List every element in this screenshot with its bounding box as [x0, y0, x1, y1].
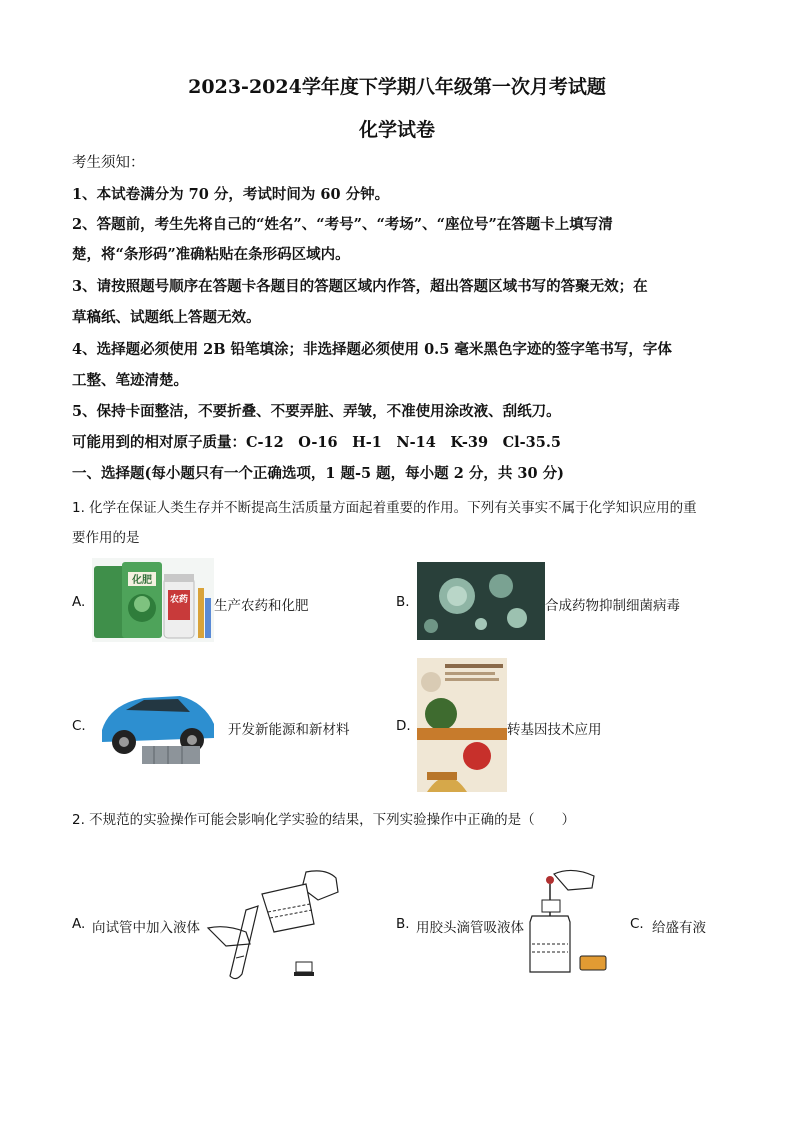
notice-rule: 楚，将“条形码”准确粘贴在条形码区域内。: [72, 246, 350, 263]
q1-option-c-letter: C.: [72, 718, 86, 734]
q1-stem-cont: 要作用的是: [72, 530, 140, 546]
q1-option-b-text: 合成药物抑制细菌病毒: [545, 598, 680, 614]
q1-option-a-letter: A.: [72, 594, 86, 610]
electric-car-image: [92, 680, 220, 772]
virus-bacteria-image: [417, 562, 545, 640]
pouring-liquid-illustration: [206, 866, 344, 984]
notice-rule: 5、保持卡面整洁，不要折叠、不要弄脏、弄皱，不准使用涂改液、刮纸刀。: [72, 403, 561, 420]
notice-rule: 草稿纸、试题纸上答题无效。: [72, 309, 261, 326]
q1-option-b-letter: B.: [396, 594, 410, 610]
notice-heading: 考生须知：: [72, 155, 145, 171]
fertilizer-label: 化肥: [132, 575, 152, 586]
q2-option-b-text: 用胶头滴管吸液体: [416, 920, 524, 936]
q1-option-d-letter: D.: [396, 718, 411, 734]
q1-option-c-text: 开发新能源和新材料: [228, 722, 350, 738]
notice-rule: 3、请按照题号顺序在答题卡各题目的答题区域内作答，超出答题区域书写的答聚无效；在: [72, 278, 648, 295]
notice-rule: 4、选择题必须使用 2B 铅笔填涂；非选择题必须使用 0.5 毫米黑色字迹的签字笔书写，字体: [72, 341, 672, 358]
atomic-mass-line: 可能用到的相对原子质量：C-12 O-16 H-1 N-14 K-39 Cl-35.5: [72, 434, 561, 451]
q2-option-b-letter: B.: [396, 916, 410, 932]
section-heading: 一、选择题(每小题只有一个正确选项，1 题-5 题，每小题 2 分，共 30 分): [72, 465, 564, 482]
exam-subtitle: 化学试卷: [358, 119, 435, 141]
transgenic-poster-image: [417, 658, 507, 792]
notice-rule: 1、本试卷满分为 70 分，考试时间为 60 分钟。: [72, 186, 390, 203]
q2-option-c-letter: C.: [630, 916, 644, 932]
q2-option-a-text: 向试管中加入液体: [92, 920, 200, 936]
q2-stem: 2. 不规范的实验操作可能会影响化学实验的结果，下列实验操作中正确的是（ ）: [72, 812, 576, 828]
dropper-bottle-illustration: [528, 866, 614, 978]
pesticide-label: 农药: [169, 595, 189, 605]
exam-title: 2023-2024学年度下学期八年级第一次月考试题: [188, 76, 606, 98]
q1-option-d-text: 转基因技术应用: [507, 722, 602, 738]
notice-rule: 2、答题前，考生先将自己的“姓名”、“考号”、“考场”、“座位号”在答题卡上填写清: [72, 216, 613, 233]
q1-stem: 1. 化学在保证人类生存并不断提高生活质量方面起着重要的作用。下列有关事实不属于化学知识应用的重: [72, 500, 697, 516]
q2-option-a-letter: A.: [72, 916, 86, 932]
q2-option-c-text: 给盛有液: [652, 920, 706, 936]
fertilizer-pesticide-image: [92, 558, 214, 642]
q1-option-a-text: 生产农药和化肥: [214, 598, 309, 614]
notice-rule: 工整、笔迹清楚。: [72, 372, 188, 389]
